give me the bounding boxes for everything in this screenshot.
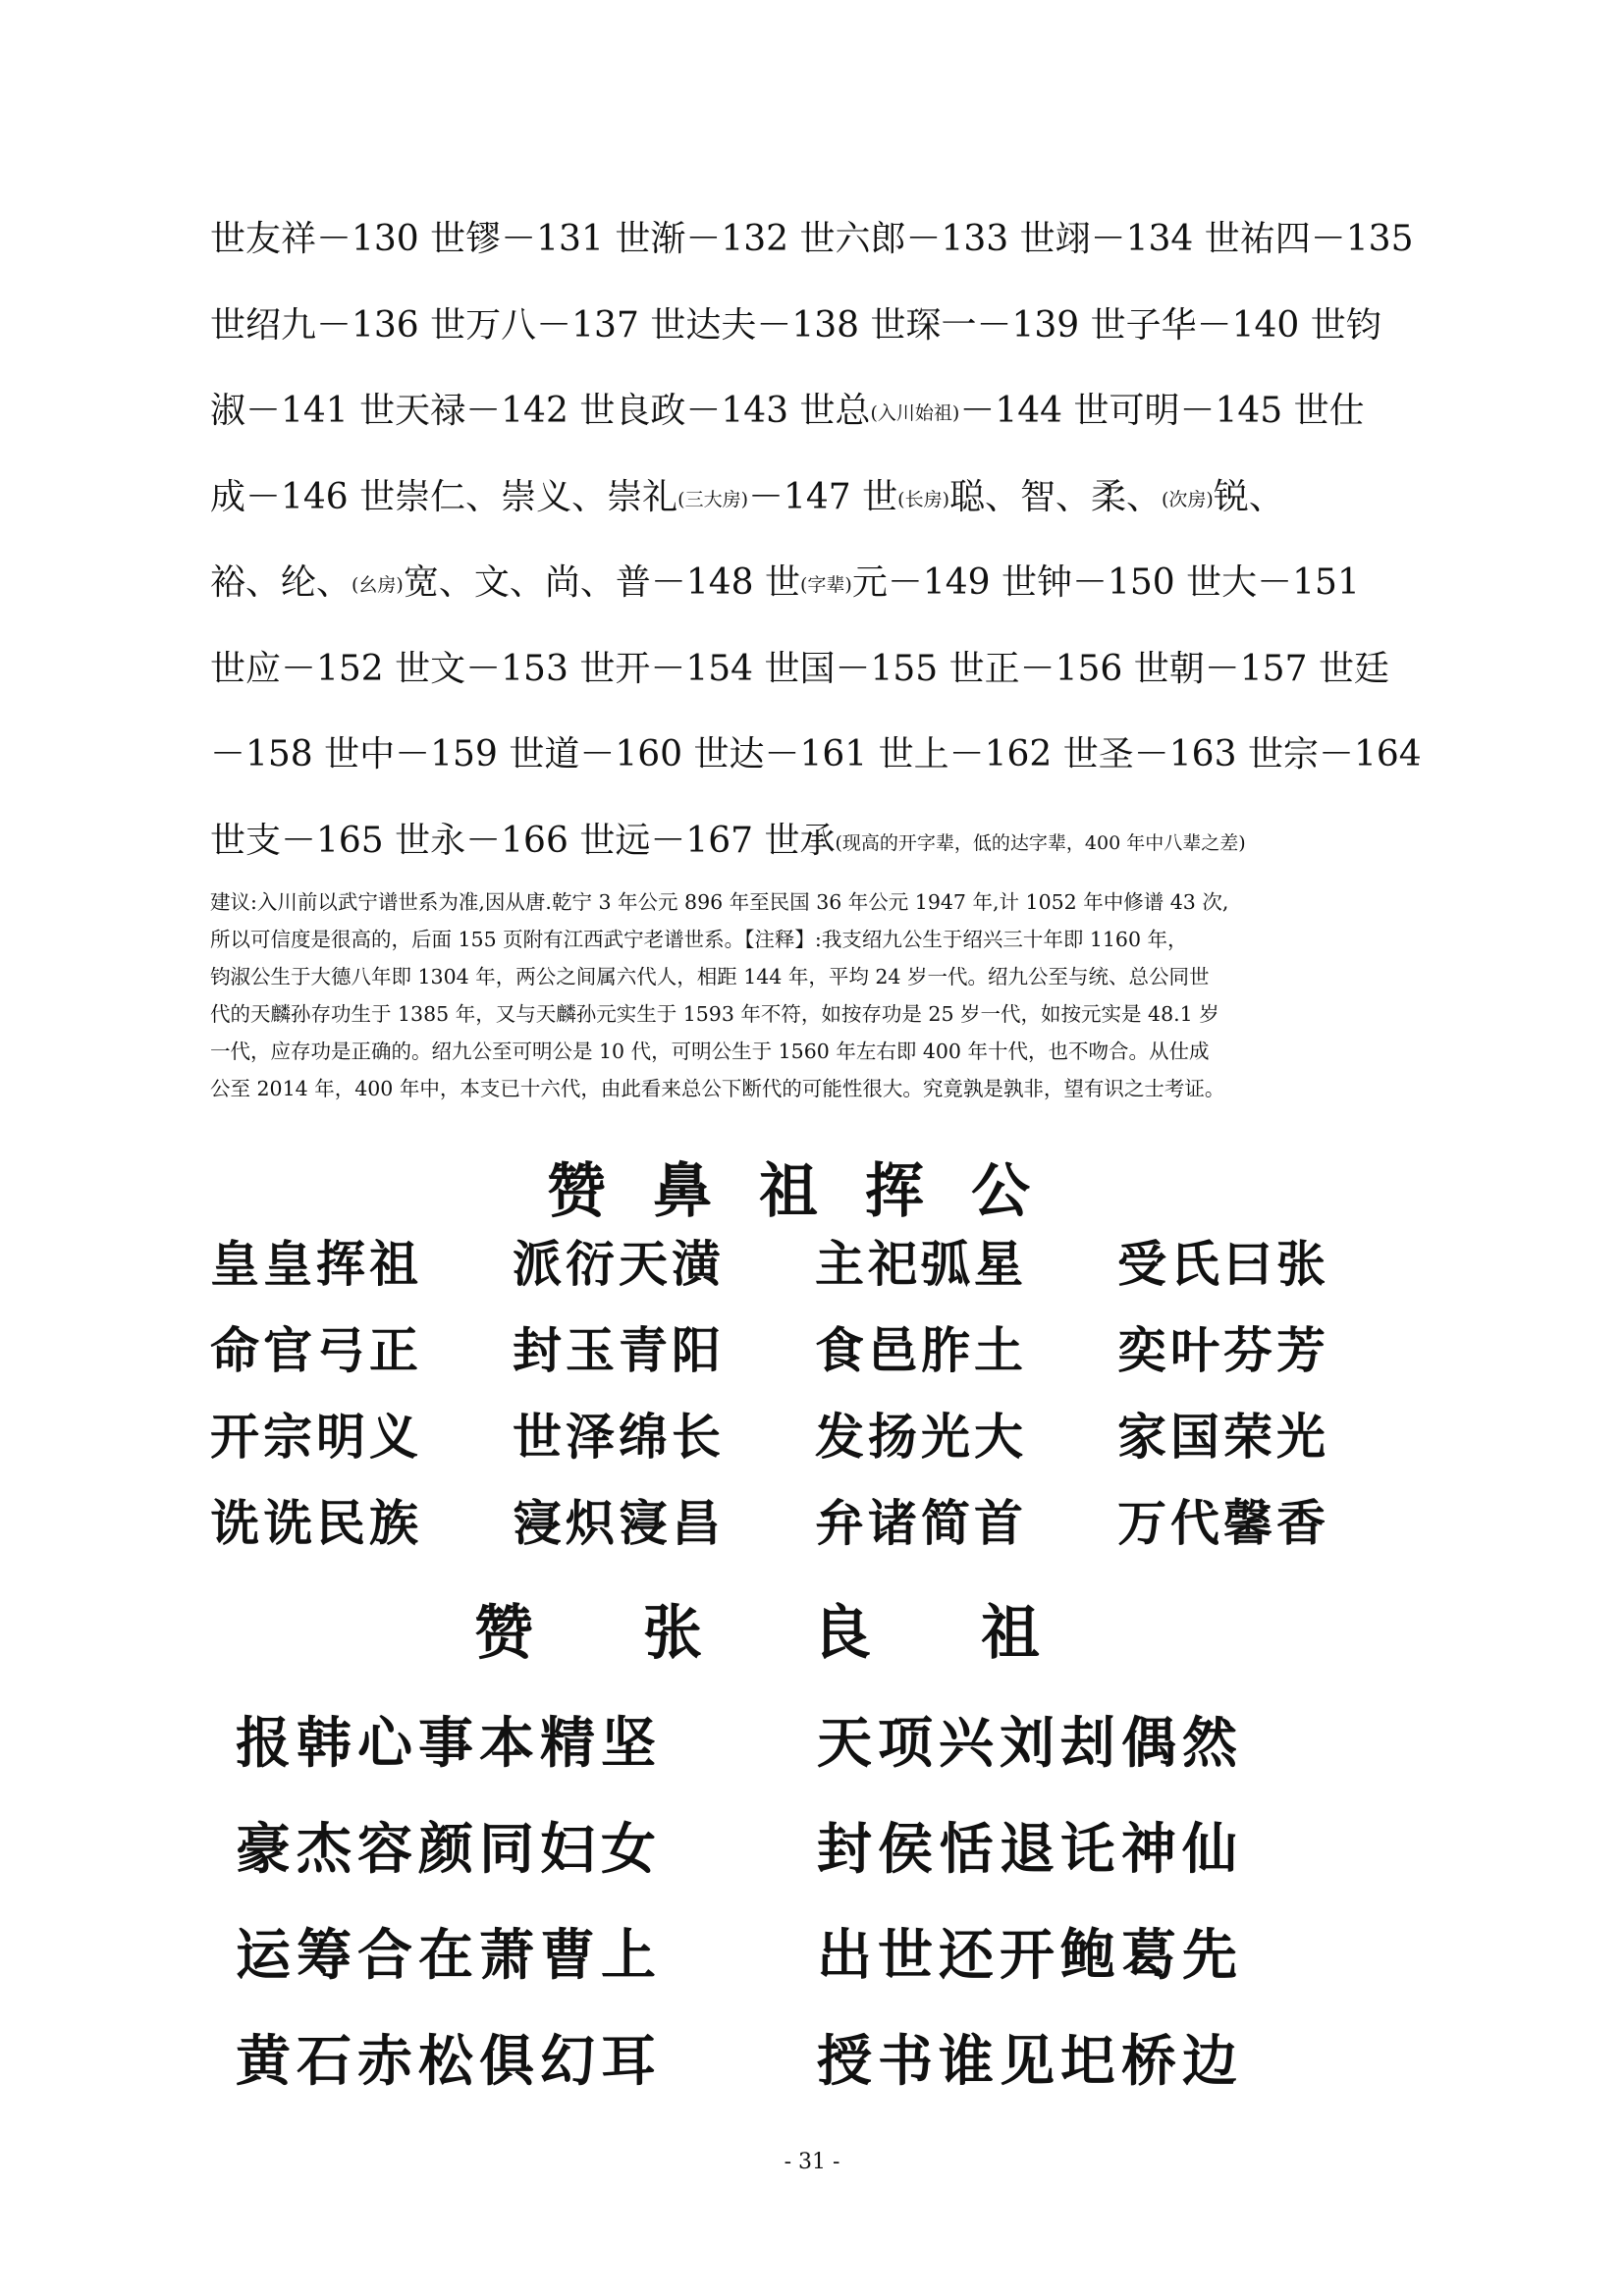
lineage-text: 元－149 世钟－150 世大－151 bbox=[851, 562, 1360, 603]
note-line: 代的天麟孙存功生于 1385 年，又与天麟孙元实生于 1593 年不符，如按存功是 25 岁一代，如按元实是 48.1 岁 bbox=[210, 1002, 1219, 1026]
poem-zhang-liang-row bbox=[236, 1908, 1398, 2014]
lineage-text: －144 世可明－145 世仕 bbox=[959, 391, 1365, 431]
poem-title-zhang-liang: 赞张良祖 bbox=[474, 1599, 1150, 1668]
poem-hui-phrase: 食邑胙土 bbox=[815, 1321, 1027, 1379]
poem-hui-phrase: 主祀弧星 bbox=[815, 1235, 1027, 1293]
poem-zhang-liang-phrase: 报韩心事本精坚 bbox=[236, 1711, 662, 1776]
poem-hui-row bbox=[210, 1484, 1420, 1571]
poem-zhang-liang-phrase: 授书谁见圯桥边 bbox=[817, 2029, 1243, 2094]
poem-hui-phrase: 发扬光大 bbox=[815, 1408, 1027, 1466]
poem-zhang-liang-row bbox=[236, 1696, 1398, 1802]
genealogy-line bbox=[210, 208, 1414, 294]
poem-hui-row bbox=[210, 1398, 1420, 1484]
poem-zhang-liang-row bbox=[236, 2014, 1398, 2120]
poem-hui-phrase: 寖炽寖昌 bbox=[513, 1494, 725, 1552]
note-line: 一代，应存功是正确的。绍九公至可明公是 10 代，可明公生于 1560 年左右即 400 年十代，也不吻合。从仕成 bbox=[210, 1040, 1210, 1063]
poem-hui-phrase: 家国荣光 bbox=[1117, 1408, 1329, 1466]
note-line: 钧淑公生于大德八年即 1304 年，两公之间属六代人，相距 144 年，平均 24 岁一代。绍九公至与统、总公同世 bbox=[210, 965, 1210, 988]
lineage-text: 聪、智、柔、 bbox=[949, 476, 1163, 517]
genealogy-line bbox=[210, 466, 1398, 553]
note-line: 建议:入川前以武宁谱世系为准,因从唐.乾宁 3 年公元 896 年至民国 36 年公元 1947 年,计 1052 年中修谱 43 次, bbox=[210, 890, 1229, 914]
genealogy-line bbox=[210, 810, 1398, 896]
inline-annotation: (字辈) bbox=[800, 574, 852, 596]
genealogy-line bbox=[210, 294, 1398, 381]
poem-zhang-liang-phrase: 黄石赤松俱幻耳 bbox=[236, 2029, 662, 2094]
inline-annotation: (次房) bbox=[1162, 488, 1214, 510]
lineage-text: 成－146 世崇仁、崇义、崇礼 bbox=[210, 476, 678, 517]
lineage-text: －147 世 bbox=[748, 476, 898, 517]
note-line: 所以可信度是很高的，后面 155 页附有江西武宁老谱世系。【注释】:我支绍九公生于绍兴三十年即 1160 年， bbox=[210, 928, 1188, 951]
poem-hui-phrase: 世泽绵长 bbox=[513, 1408, 725, 1466]
poem-zhang-liang-phrase: 天项兴刘刦偶然 bbox=[817, 1711, 1243, 1776]
poem-hui-phrase: 奕叶芬芳 bbox=[1117, 1321, 1329, 1379]
annotation-note bbox=[210, 883, 1403, 1107]
poem-zhang-liang-phrase: 豪杰容颜同妇女 bbox=[236, 1817, 662, 1882]
poem-hui-phrase: 命官弓正 bbox=[210, 1321, 422, 1379]
lineage-text: 世支－165 世永－166 世远－167 世承 bbox=[210, 820, 836, 861]
poem-zhang-liang bbox=[236, 1696, 1398, 2120]
poem-zhang-liang-phrase: 运筹合在萧曹上 bbox=[236, 1923, 662, 1988]
poem-hui-phrase: 封玉青阳 bbox=[513, 1321, 725, 1379]
genealogy-line bbox=[210, 723, 1422, 810]
poem-hui-phrase: 开宗明义 bbox=[210, 1408, 422, 1466]
poem-hui-row bbox=[210, 1225, 1420, 1311]
lineage-text: －158 世中－159 世道－160 世达－161 世上－162 世圣－163 世宗－164 bbox=[210, 734, 1422, 774]
poem-zhang-liang-phrase: 封侯恬退讬神仙 bbox=[817, 1817, 1243, 1882]
poem-hui-row bbox=[210, 1311, 1420, 1398]
poem-title-hui: 赞鼻祖挥公 bbox=[547, 1157, 1077, 1226]
poem-hui-phrase: 受氏曰张 bbox=[1117, 1235, 1329, 1293]
inline-annotation: (入川始祖) bbox=[870, 402, 960, 424]
lineage-text: 世应－152 世文－153 世开－154 世国－155 世正－156 世朝－157 世廷 bbox=[210, 648, 1389, 689]
poem-hui-phrase: 派衍天潢 bbox=[513, 1235, 725, 1293]
poem-zhang-liang-phrase: 出世还开鲍葛先 bbox=[817, 1923, 1243, 1988]
inline-annotation: (幺房) bbox=[352, 574, 404, 596]
lineage-text: 淑－141 世天禄－142 世良政－143 世总 bbox=[210, 391, 871, 431]
note-line: 公至 2014 年，400 年中，本支已十六代，由此看来总公下断代的可能性很大。究竟孰是孰非，望有识之士考证。 bbox=[210, 1077, 1225, 1100]
lineage-text: 锐、 bbox=[1213, 476, 1284, 517]
poem-hui bbox=[210, 1225, 1420, 1571]
poem-hui-phrase: 万代馨香 bbox=[1117, 1494, 1329, 1552]
poem-zhang-liang-row bbox=[236, 1802, 1398, 1908]
inline-annotation: (三大房) bbox=[677, 488, 748, 510]
inline-annotation: (现高的开字辈，低的达字辈，400 年中八辈之差) bbox=[835, 831, 1246, 854]
genealogy-line bbox=[210, 638, 1398, 724]
genealogy-line bbox=[210, 552, 1398, 638]
poem-hui-phrase: 皇皇挥祖 bbox=[210, 1235, 422, 1293]
inline-annotation: (长房) bbox=[897, 488, 949, 510]
lineage-text: 裕、纶、 bbox=[210, 562, 352, 603]
genealogy-line bbox=[210, 380, 1398, 466]
genealogy-lineage-text bbox=[210, 208, 1422, 895]
poem-hui-phrase: 诜诜民族 bbox=[210, 1494, 422, 1552]
lineage-text: 世绍九－136 世万八－137 世达夫－138 世琛一－139 世子华－140 世钧 bbox=[210, 304, 1381, 346]
lineage-text: 宽、文、尚、普－148 世 bbox=[403, 562, 801, 603]
poem-hui-phrase: 弁诸简首 bbox=[815, 1494, 1027, 1552]
lineage-text: 世友祥－130 世镠－131 世渐－132 世六郎－133 世翊－134 世祐四－135 bbox=[210, 219, 1414, 259]
page-number: - 31 - bbox=[784, 2150, 840, 2174]
